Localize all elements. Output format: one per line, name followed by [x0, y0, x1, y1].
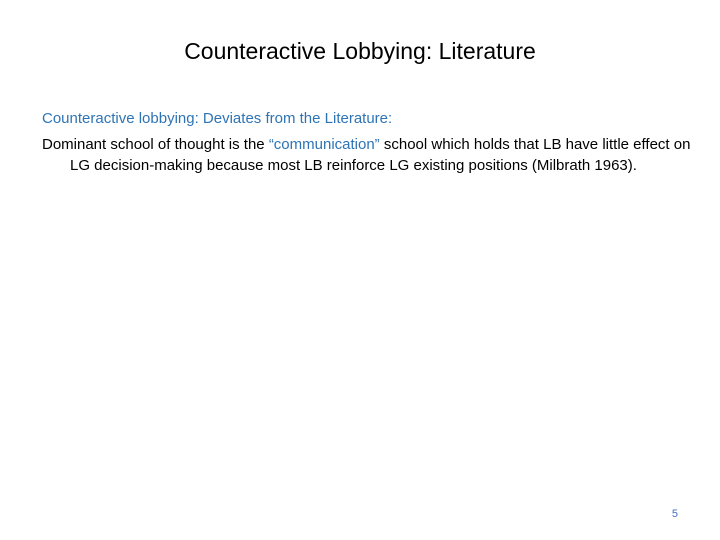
highlighted-term: “communication”	[268, 136, 380, 153]
page-number: 5	[671, 508, 678, 520]
paragraph-text-before: Dominant school of thought is the	[42, 136, 269, 153]
body-paragraph	[42, 134, 692, 176]
slide-title: Counteractive Lobbying: Literature	[184, 38, 536, 64]
paragraph-text-after: school which holds that LB have little effect on LG decision-making because most LB reinforce LG existing positions (Milbrath 1963).	[70, 136, 691, 174]
slide-body	[42, 108, 692, 176]
subheading: Counteractive lobbying: Deviates from the Literature:	[42, 110, 393, 127]
